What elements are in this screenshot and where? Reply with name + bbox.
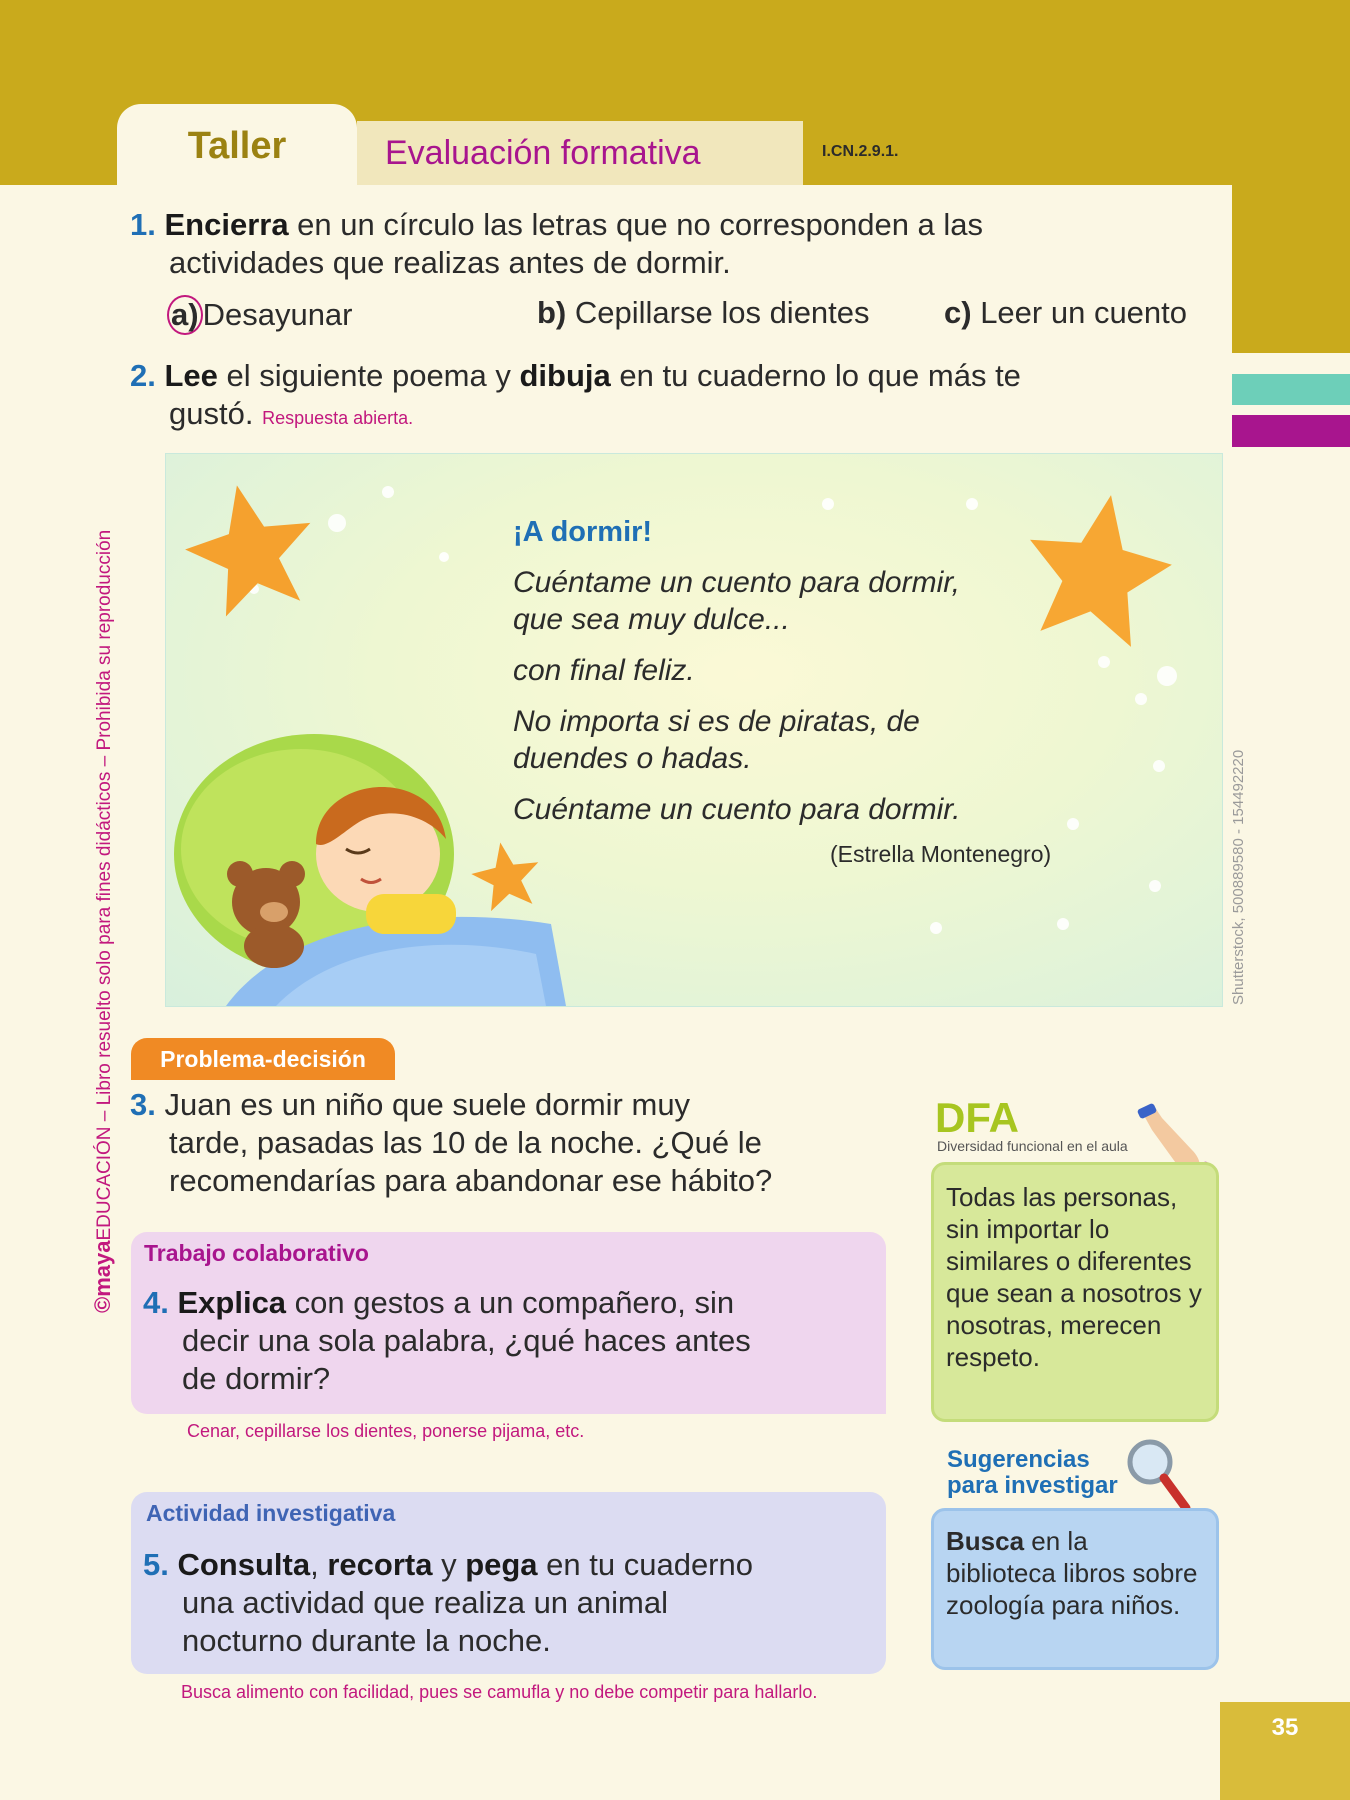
question-text: recomendarías para abandonar ese hábito? [169, 1163, 773, 1198]
section-title: Evaluación formativa [357, 121, 803, 185]
question-text: y [432, 1547, 466, 1582]
box-title: Actividad investigativa [146, 1500, 396, 1526]
question-text: tarde, pasadas las 10 de la noche. ¿Qué le [169, 1125, 762, 1160]
poem-line: que sea muy dulce... [513, 603, 790, 636]
question-verb: dibuja [519, 358, 611, 393]
question-text: una actividad que realiza un animal [182, 1585, 668, 1620]
answer-text: Respuesta abierta. [262, 408, 414, 428]
sugerencias-box [931, 1508, 1219, 1670]
question-number: 1. [130, 207, 156, 242]
image-credit: Shutterstock, 500889580 - 154492220 [1230, 749, 1247, 1005]
question-text: Juan es un niño que suele dormir muy [164, 1087, 691, 1122]
star-icon [467, 837, 545, 914]
question-verb: Explica [177, 1285, 287, 1320]
sugerencias-verb: Busca [946, 1526, 1025, 1556]
poem-title: ¡A dormir! [513, 516, 653, 548]
box-title: Trabajo colaborativo [144, 1240, 369, 1266]
poem-line: con final feliz. [513, 654, 695, 687]
option-a [167, 295, 353, 335]
sugerencias-title-line: para investigar [947, 1472, 1118, 1499]
question-text: actividades que realizas antes de dormir. [169, 245, 731, 280]
dfa-text: Todas las personas, sin importar lo similares o diferentes que sean a nosotros y nosotras, merecen respeto. [931, 1162, 1219, 1422]
poem-line: Cuéntame un cuento para dormir, [513, 566, 960, 599]
poem-illustration [165, 453, 1223, 1007]
question-4 [143, 1284, 883, 1398]
copyright-sidebar [90, 493, 118, 1313]
option-letter: c) [944, 295, 972, 330]
option-c [944, 295, 1187, 331]
question-verb: Lee [164, 358, 218, 393]
question-text: , [310, 1547, 328, 1582]
poem-line: Cuéntame un cuento para dormir. [513, 793, 961, 826]
question-number: 2. [130, 358, 156, 393]
dfa-subtitle: Diversidad funcional en el aula [937, 1138, 1128, 1154]
page-number: 35 [1220, 1702, 1350, 1800]
question-5 [143, 1546, 883, 1660]
question-number: 4. [143, 1285, 169, 1320]
question-text: con gestos a un compañero, sin [286, 1285, 735, 1320]
star-icon [174, 472, 325, 622]
question-text: en un círculo las letras que no corresponden a las [288, 207, 984, 242]
poem-author: (Estrella Montenegro) [830, 841, 1052, 867]
option-text: Desayunar [202, 297, 353, 332]
question-text: el siguiente poema y [217, 358, 520, 393]
dfa-logo: DFA [935, 1094, 1019, 1141]
poem-line: duendes o hadas. [513, 742, 752, 775]
right-gold-band [1232, 185, 1350, 353]
option-b [537, 295, 870, 331]
option-letter-circled: a) [167, 295, 203, 335]
star-icon [1015, 483, 1182, 652]
sugerencias-text: en la biblioteca libros sobre zoología para niños. [946, 1526, 1198, 1620]
curriculum-code: I.CN.2.9.1. [822, 143, 899, 160]
tab-taller: Taller [117, 104, 357, 188]
question-text: de dormir? [182, 1361, 331, 1396]
question-1 [130, 206, 1220, 282]
answer-text: Cenar, cepillarse los dientes, ponerse pijama, etc. [187, 1421, 585, 1441]
option-text: Cepillarse los dientes [566, 295, 870, 330]
option-letter: b) [537, 295, 567, 330]
edge-tab-teal [1232, 374, 1350, 405]
question-text: en tu cuaderno [537, 1547, 753, 1582]
question-verb: pega [465, 1547, 538, 1582]
sugerencias-title [947, 1447, 1118, 1499]
question-3 [130, 1086, 890, 1200]
brand-logo: ©maya [90, 1240, 115, 1313]
question-text: gustó. [169, 396, 254, 431]
poem-line: No importa si es de piratas, de [513, 705, 920, 738]
question-2 [130, 357, 1220, 437]
edge-tab-magenta [1232, 415, 1350, 447]
problema-decision-badge: Problema-decisión [131, 1038, 395, 1080]
question-text: en tu cuaderno lo que más te [610, 358, 1021, 393]
magnifier-icon [1124, 1436, 1194, 1516]
question-text: nocturno durante la noche. [182, 1623, 551, 1658]
question-verb: Consulta [177, 1547, 311, 1582]
copyright-text: EDUCACIÓN – Libro resuelto solo para fines didácticos – Prohibida su reproducción [94, 529, 115, 1241]
answer-text: Busca alimento con facilidad, pues se camufla y no debe competir para hallarlo. [181, 1682, 818, 1702]
option-text: Leer un cuento [971, 295, 1188, 330]
question-number: 3. [130, 1087, 156, 1122]
question-verb: Encierra [164, 207, 289, 242]
question-text: decir una sola palabra, ¿qué haces antes [182, 1323, 751, 1358]
sugerencias-title-line: Sugerencias [947, 1446, 1090, 1473]
question-verb: recorta [327, 1547, 433, 1582]
question-number: 5. [143, 1547, 169, 1582]
